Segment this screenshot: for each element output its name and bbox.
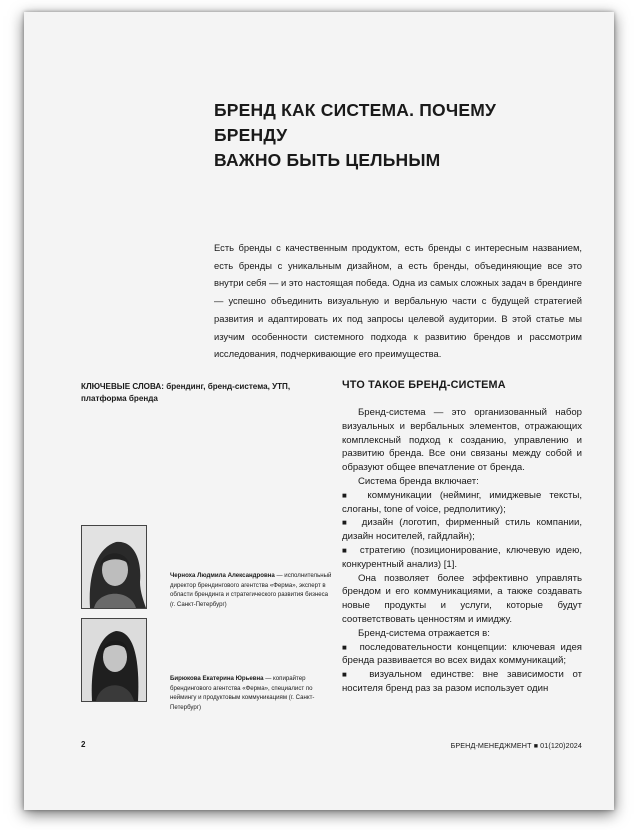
paragraph: Бренд-система — это организованный набор визуальных и вербальных элементов, отражающих комплексный подход к созданию, управлению и развитию бренда. Все они связаны между собой и образуют общее впечатление от бренда. <box>342 407 582 474</box>
section-heading: ЧТО ТАКОЕ БРЕНД-СИСТЕМА <box>342 379 506 391</box>
journal-page <box>24 12 614 810</box>
keywords: КЛЮЧЕВЫЕ СЛОВА: брендинг, бренд-система, УТП, платформа бренда <box>81 382 291 403</box>
author-bio-2 <box>170 674 332 712</box>
separator-square-icon: ■ <box>533 743 539 750</box>
portrait-image <box>82 619 146 701</box>
bullet-item: ■ коммуникации (нейминг, имиджевые тексты, слоганы, tone of voice, редполитику); <box>342 489 582 517</box>
running-footer <box>442 741 582 750</box>
article-body <box>342 378 582 696</box>
bullet-item: ■ дизайн (логотип, фирменный стиль компании, дизайн носителей, гайдлайн); <box>342 516 582 544</box>
article-title <box>214 98 574 173</box>
author-photo-2 <box>81 618 147 702</box>
article-title-line-1: БРЕНД КАК СИСТЕМА. ПОЧЕМУ БРЕНДУ <box>214 100 497 145</box>
author-description-2: — копирайтер брендингового агентства «Ферма», специалист по неймингу и продуктовым коммуникациям (г. Санкт-Петербург) <box>170 675 315 711</box>
paragraph: Бренд-система отражается в: <box>358 627 490 639</box>
page-number: 2 <box>81 740 86 749</box>
author-name-2: Бирюкова Екатерина Юрьевна <box>170 675 264 682</box>
bullet-item: ■ визуальном единстве: вне зависимости от носителя бренд раз за разом использует один <box>342 668 582 696</box>
article-lead: Есть бренды с качественным продуктом, есть бренды с интересным названием, есть бренды с уникальным дизайном, а есть бренды, объединяющие все это внутри себя — и это настоящая победа. Одна из самых сложных задач в брендинге — успешно объединить визуальную и вербальную части с будущей стратегией развития и адаптировать их под запросы целевой аудитории. В этой статье мы изучим особенности системного подхода к развитию брендов и рассмотрим исследования, подчеркивающие его преимущества. <box>214 242 582 360</box>
author-photo-1 <box>81 525 147 609</box>
author-name-1: Черноха Людмила Александровна <box>170 572 275 579</box>
journal-name: БРЕНД-МЕНЕДЖМЕНТ <box>450 741 532 750</box>
author-bio-1 <box>170 571 332 609</box>
bullet-item: ■ стратегию (позиционирование, ключевую идею, конкурентный анализ) [1]. <box>342 544 582 572</box>
author-description-1: — исполнительный директор брендингового агентства «Ферма», эксперт в области брендинга и стратегического развития бизнеса (г. Санкт-Петербург) <box>170 572 332 608</box>
paragraph: Система бренда включает: <box>358 475 479 487</box>
paragraph: Она позволяет более эффективно управлять брендом и его коммуникациями, а также создавать новые продукты и услуги, которые будут соответствовать ценностям и имиджу. <box>342 572 582 625</box>
portrait-image <box>82 526 146 608</box>
issue-number: 01(120)2024 <box>540 741 582 750</box>
bullet-item: ■ последовательности концепции: ключевая идея бренда развивается во всех видах коммуникаций; <box>342 641 582 669</box>
article-title-line-2: ВАЖНО БЫТЬ ЦЕЛЬНЫМ <box>214 150 441 170</box>
